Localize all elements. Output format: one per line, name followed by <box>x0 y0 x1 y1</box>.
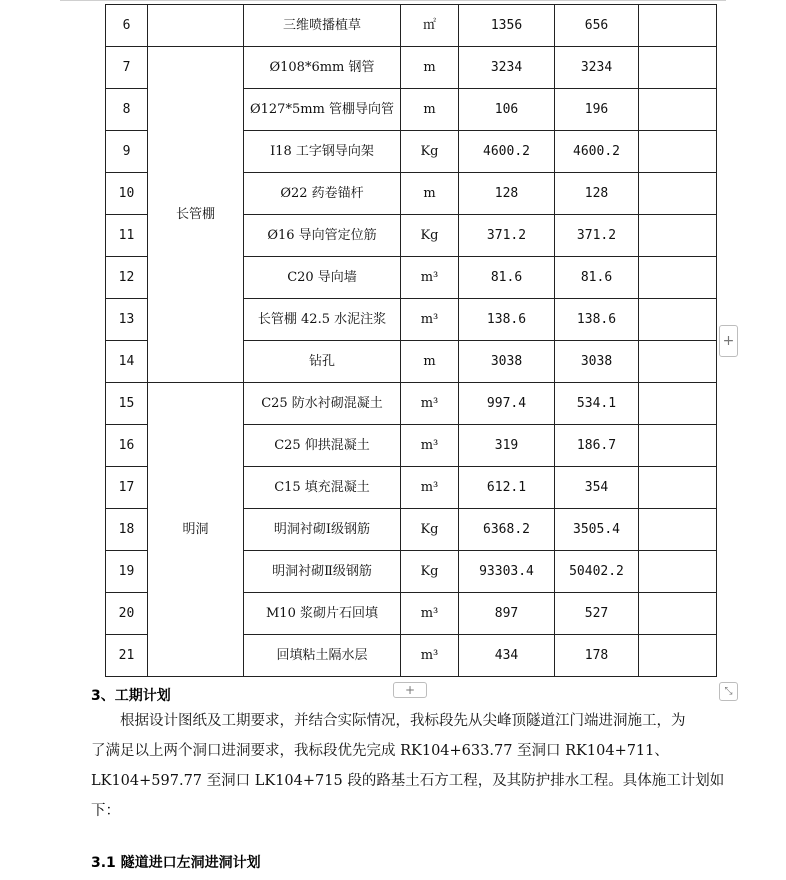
quantity-cell: 527 <box>555 593 639 635</box>
quantity-cell: 4600.2 <box>459 131 555 173</box>
paragraph-line: LK104+597.77 至洞口 LK104+715 段的路基土石方工程，及其防护排水工程。具体施工计划如 <box>91 773 725 789</box>
item-name-cell: C20 导向墙 <box>244 257 401 299</box>
row-index-cell: 7 <box>106 47 148 89</box>
item-name-cell: 回填粘土隔水层 <box>244 635 401 677</box>
row-index-cell: 18 <box>106 509 148 551</box>
unit-cell: Kg <box>401 509 459 551</box>
row-index-cell: 10 <box>106 173 148 215</box>
unit-cell: m³ <box>401 467 459 509</box>
table-row <box>106 383 717 425</box>
remark-cell <box>639 47 717 89</box>
row-index-cell: 11 <box>106 215 148 257</box>
item-name-cell: 明洞衬砌Ⅱ级钢筋 <box>244 551 401 593</box>
item-name-cell: 长管棚 42.5 水泥注浆 <box>244 299 401 341</box>
row-index-cell: 14 <box>106 341 148 383</box>
unit-cell: ㎡ <box>401 5 459 47</box>
remark-cell <box>639 551 717 593</box>
item-name-cell: 钻孔 <box>244 341 401 383</box>
remark-cell <box>639 173 717 215</box>
quantity-cell: 354 <box>555 467 639 509</box>
remark-cell <box>639 425 717 467</box>
quantity-cell: 138.6 <box>555 299 639 341</box>
remark-cell <box>639 89 717 131</box>
group-name-cell <box>148 5 244 47</box>
row-index-cell: 15 <box>106 383 148 425</box>
remark-cell <box>639 467 717 509</box>
row-index-cell: 13 <box>106 299 148 341</box>
item-name-cell: I18 工字钢导向架 <box>244 131 401 173</box>
paragraph-line: 下： <box>91 803 120 819</box>
quantity-cell: 81.6 <box>555 257 639 299</box>
quantity-cell: 897 <box>459 593 555 635</box>
unit-cell: Kg <box>401 131 459 173</box>
remark-cell <box>639 383 717 425</box>
row-index-cell: 6 <box>106 5 148 47</box>
remark-cell <box>639 593 717 635</box>
unit-cell: m <box>401 89 459 131</box>
quantity-table-body <box>106 5 717 677</box>
row-index-cell: 9 <box>106 131 148 173</box>
unit-cell: Kg <box>401 215 459 257</box>
unit-cell: m <box>401 173 459 215</box>
quantity-cell: 434 <box>459 635 555 677</box>
item-name-cell: 三维喷播植草 <box>244 5 401 47</box>
add-column-button[interactable]: + <box>719 325 738 357</box>
quantity-cell: 612.1 <box>459 467 555 509</box>
row-index-cell: 8 <box>106 89 148 131</box>
quantity-cell: 1356 <box>459 5 555 47</box>
item-name-cell: 明洞衬砌Ⅰ级钢筋 <box>244 509 401 551</box>
quantity-cell: 371.2 <box>555 215 639 257</box>
quantity-cell: 3234 <box>459 47 555 89</box>
item-name-cell: Ø22 药卷锚杆 <box>244 173 401 215</box>
row-index-cell: 20 <box>106 593 148 635</box>
quantity-cell: 178 <box>555 635 639 677</box>
quantity-cell: 50402.2 <box>555 551 639 593</box>
remark-cell <box>639 341 717 383</box>
quantity-cell: 534.1 <box>555 383 639 425</box>
group-name-cell: 明洞 <box>148 383 244 677</box>
item-name-cell: Ø127*5mm 管棚导向管 <box>244 89 401 131</box>
quantity-cell: 3234 <box>555 47 639 89</box>
remark-cell <box>639 5 717 47</box>
remark-cell <box>639 635 717 677</box>
unit-cell: m³ <box>401 299 459 341</box>
quantity-cell: 196 <box>555 89 639 131</box>
item-name-cell: C25 仰拱混凝土 <box>244 425 401 467</box>
quantity-cell: 81.6 <box>459 257 555 299</box>
item-name-cell: C15 填充混凝土 <box>244 467 401 509</box>
unit-cell: m³ <box>401 257 459 299</box>
group-name-cell: 长管棚 <box>148 47 244 383</box>
table-row <box>106 5 717 47</box>
quantity-cell: 997.4 <box>459 383 555 425</box>
quantity-cell: 93303.4 <box>459 551 555 593</box>
quantity-cell: 3505.4 <box>555 509 639 551</box>
quantity-cell: 4600.2 <box>555 131 639 173</box>
add-row-button[interactable]: + <box>393 682 427 698</box>
quantity-cell: 138.6 <box>459 299 555 341</box>
quantity-cell: 3038 <box>459 341 555 383</box>
quantity-cell: 656 <box>555 5 639 47</box>
section-heading-left-tunnel-plan: 3.1 隧道进口左洞进洞计划 <box>91 855 261 871</box>
quantity-table <box>105 4 717 677</box>
unit-cell: m³ <box>401 593 459 635</box>
quantity-cell: 371.2 <box>459 215 555 257</box>
unit-cell: Kg <box>401 551 459 593</box>
unit-cell: m³ <box>401 383 459 425</box>
item-name-cell: C25 防水衬砌混凝土 <box>244 383 401 425</box>
quantity-cell: 319 <box>459 425 555 467</box>
page-top-rule <box>60 0 726 1</box>
remark-cell <box>639 509 717 551</box>
row-index-cell: 12 <box>106 257 148 299</box>
unit-cell: m³ <box>401 425 459 467</box>
item-name-cell: M10 浆砌片石回填 <box>244 593 401 635</box>
paragraph-line: 了满足以上两个洞口进洞要求，我标段优先完成 RK104+633.77 至洞口 RK104+711、 <box>91 743 669 759</box>
quantity-cell: 128 <box>555 173 639 215</box>
remark-cell <box>639 299 717 341</box>
table-resize-handle[interactable]: ⤡ <box>719 682 738 701</box>
unit-cell: m³ <box>401 635 459 677</box>
quantity-cell: 186.7 <box>555 425 639 467</box>
item-name-cell: Ø16 导向管定位筋 <box>244 215 401 257</box>
paragraph-line: 根据设计图纸及工期要求，并结合实际情况，我标段先从尖峰顶隧道江门端进洞施工，为 <box>120 713 686 729</box>
item-name-cell: Ø108*6mm 钢管 <box>244 47 401 89</box>
table-row <box>106 47 717 89</box>
remark-cell <box>639 131 717 173</box>
remark-cell <box>639 257 717 299</box>
quantity-cell: 3038 <box>555 341 639 383</box>
row-index-cell: 16 <box>106 425 148 467</box>
row-index-cell: 17 <box>106 467 148 509</box>
schedule-paragraph <box>91 706 736 826</box>
unit-cell: m <box>401 341 459 383</box>
unit-cell: m <box>401 47 459 89</box>
section-heading-schedule: 3、工期计划 <box>91 688 171 704</box>
quantity-cell: 6368.2 <box>459 509 555 551</box>
remark-cell <box>639 215 717 257</box>
row-index-cell: 19 <box>106 551 148 593</box>
quantity-cell: 106 <box>459 89 555 131</box>
row-index-cell: 21 <box>106 635 148 677</box>
quantity-cell: 128 <box>459 173 555 215</box>
